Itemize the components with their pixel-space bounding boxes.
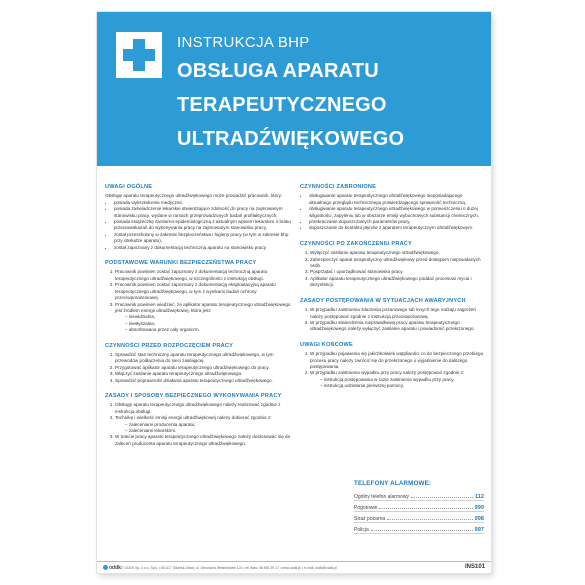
alarm-row: Ogólny telefon alarmowy 112 xyxy=(354,490,484,501)
section-title: PODSTAWOWE WARUNKI BEZPIECZEŃSTWA PRACY xyxy=(105,260,257,267)
section-emergency xyxy=(300,298,484,333)
list-item: • został zapoznany z dokumentacją techniczną aparatu na stanowisku pracy. xyxy=(114,245,295,251)
section-title: CZYNNOŚCI PO ZAKOŃCZENIU PRACY xyxy=(300,240,412,247)
sub-item: – instrukcją udzielania pierwszej pomocy. xyxy=(320,383,484,389)
document-type: INSTRUKCJA BHP xyxy=(177,34,310,51)
section-general xyxy=(105,184,295,251)
list-item: • posiada wykształcenie medyczne, xyxy=(114,200,295,206)
sub-item: – zaleceniami producenta aparatu, xyxy=(125,422,295,428)
instruction-sheet xyxy=(97,12,491,573)
oddk-logo: oddk xyxy=(103,565,121,571)
sub-item: – zaleceniami lekarskimi. xyxy=(125,428,295,434)
alarm-phones xyxy=(354,480,484,534)
right-column xyxy=(300,184,484,399)
list-item: • posiada zaświadczenie lekarskie stwierdzające zdolność do pracy na zajmowanym stanowisku pracy, wydane w ramach przeprowadzonych badań profilaktycznych, xyxy=(114,206,295,219)
section-after-work xyxy=(300,241,484,289)
title-line-1: OBSŁUGA APARATU xyxy=(177,60,379,82)
list-item: 4. Sprawdzić poprawność działania aparatu terapeutycznego ultradźwiękowego. xyxy=(115,378,295,384)
list-item: 3. Posprzątać i uporządkować stanowisko pracy. xyxy=(310,269,484,275)
list-item: 1. W przypadku zaistnienia zdarzenia pożarowego lub innych tego rodzaju zagrożeń należy postępować zgodnie z instrukcją przeciwpożarową. xyxy=(310,307,484,320)
section-title: CZYNNOŚCI ZABRONIONE xyxy=(300,184,377,190)
list-item: 2. Przygotować aplikator aparatu terapeutycznego ultradźwiękowego do pracy. xyxy=(115,365,295,371)
list-item: 1. Wyłączyć zasilanie aparatu terapeutycznego ultradźwiękowego. xyxy=(310,250,484,256)
alarm-row: Policja 997 xyxy=(354,523,484,534)
list-item: • obsługiwanie aparatu terapeutycznego ultradźwiękowego w pomieszczeniu o dużej wilgotności, zapyleniu lub w obszarze emisji wybuchowych substancji chemicznych, xyxy=(309,206,484,219)
sub-item: – absorbowana przez cały organizm. xyxy=(125,327,295,333)
list-item: 2. W przypadku zaistnienia wypadku przy pracy należy postępować zgodnie z: – instrukcją postępowania w razie zaistnienia wypadku przy pracy, – instrukcją udzielania pierwszej pomocy. xyxy=(310,370,484,389)
alarm-title: TELEFONY ALARMOWE: xyxy=(354,480,432,487)
section-final-notes xyxy=(300,342,484,390)
title-line-3: ULTRADŹWIĘKOWEGO xyxy=(177,128,405,150)
medical-cross-icon xyxy=(116,32,162,78)
left-column xyxy=(105,184,295,456)
title-line-2: TERAPEUTYCZNEGO xyxy=(177,94,387,116)
footer xyxy=(97,561,491,573)
list-item: 2. Pracownik powinien zostać zapoznany z dokumentacją eksploatacyjną aparatu terapeutycznego ultradźwiękowego, w tym z wynikami badań ochrony przeciwporażeniowej. xyxy=(115,282,295,301)
footer-contact: © ODDK Sp. z o.o. Sp.k. • 80-617 Gdańsk-Oliwa, ul. Obrońców Westerplatte 124 • tel./faks: 58 554 29 17 • www.oddk.pl • e-mail: oddk@oddk.pl xyxy=(121,566,337,570)
section-intro: Obsługę aparatu terapeutycznego ultradźwiękowego może prowadzić pracownik, który: xyxy=(105,193,283,199)
sub-item: – niewidzialna, xyxy=(125,314,295,320)
list-item: • posiada książeczkę sanitarno-epidemiologiczną z aktualnym wpisem lekarskim o braku przeciwwskazań do wykonywania pracy na zajmowanym stanowisku pracy, xyxy=(114,219,295,232)
list-item: 2. W przypadku stwierdzenia nieprawidłowej pracy aparatu terapeutycznego ultradźwiękowego należy wyłączyć zasilanie aparatu i powiadomić przełożonego. xyxy=(310,320,484,333)
list-item: 3. W trakcie pracy aparatu terapeutycznego ultradźwiękowego należy dostosować się do zaleceń producenta aparatu terapeutycznego ultradźwiękowego. xyxy=(115,434,295,447)
list-item: 2. Zabezpieczyć aparat terapeutyczny ultradźwiękowy przed dostępem niepowołanych osób. xyxy=(310,257,484,270)
document-code: INS101 xyxy=(464,564,485,570)
list-item: 1. Sprawdzić stan techniczny aparatu terapeutycznego ultradźwiękowego, w tym przewodów podłączenia do sieci zasilającej. xyxy=(115,352,295,365)
list-item: • obsługiwanie aparatu terapeutycznego ultradźwiękowego nieposiadającego aktualnego przeglądu technicznego potwierdzającego sprawność techniczną, xyxy=(309,193,484,206)
sub-item: – niesłyszalna, xyxy=(125,321,295,327)
section-title: ZASADY I SPOSOBY BEZPIECZNEGO WYKONYWANIA PRACY xyxy=(105,392,282,399)
list-item: 3. Włączyć zasilanie aparatu terapeutycznego ultradźwiękowego. xyxy=(115,371,295,377)
header-banner xyxy=(97,12,491,166)
sub-item: – instrukcją postępowania w razie zaistnienia wypadku przy pracy, xyxy=(320,377,484,383)
list-item: 1. Obsługę aparatu terapeutycznego ultradźwiękowego należy realizować zgodnie z instrukcją obsługi. xyxy=(115,402,295,415)
list-item: 4. Aplikator aparatu terapeutycznego ultradźwiękowego poddać procesowi mycia i dezynfekcji. xyxy=(310,276,484,289)
alarm-row: Straż pożarna 998 xyxy=(354,512,484,523)
section-basic-conditions xyxy=(105,260,295,333)
list-item: 3. Pracownik powinien wiedzieć, że aplikator aparatu terapeutycznego ultradźwiękowego jest źródłem energii ultradźwiękowej, która jest: – niewidzialna, – niesłyszalna, – absorbowana przez cały organizm. xyxy=(115,302,295,334)
section-safe-work-rules xyxy=(105,393,295,447)
section-title: CZYNNOŚCI PRZED ROZPOCZĘCIEM PRACY xyxy=(105,342,234,349)
list-item: • został przeszkolony w zakresie bezpieczeństwa i higieny pracy (w tym w zakresie bhp przy obsłudze aparatu), xyxy=(114,232,295,245)
list-item: 2. Technikę i wielkość emisji energii ultradźwiękowej należy dobierać zgodnie z: – zaleceniami producenta aparatu, – zaleceniami lekarskimi. xyxy=(115,415,295,434)
list-item: • dopuszczanie do kontaktu płynów z aparatem terapeutycznym ultradźwiękowym. xyxy=(309,225,484,231)
section-forbidden xyxy=(300,184,484,232)
list-item: 1. Pracownik powinien zostać zapoznany z dokumentacją techniczną aparatu terapeutycznego ultradźwiękowego, w szczególności z instrukcją obsługi. xyxy=(115,269,295,282)
list-item: • przekraczanie dopuszczalnych parametrów pracy, xyxy=(309,219,484,225)
section-title: UWAGI OGÓLNE xyxy=(105,184,153,190)
section-before-work xyxy=(105,343,295,384)
list-item: 1. W przypadku pojawienia się jakichkolwiek wątpliwości co do bezpiecznego przebiegu procesu pracy należy zwrócić się do przełożonego o wyjaśnienie do dalszego postępowania. xyxy=(310,351,484,370)
alarm-row: Pogotowie 999 xyxy=(354,501,484,512)
section-title: ZASADY POSTĘPOWANIA W SYTUACJACH AWARYJNYCH xyxy=(300,297,466,304)
section-title: UWAGI KOŃCOWE xyxy=(300,341,353,348)
